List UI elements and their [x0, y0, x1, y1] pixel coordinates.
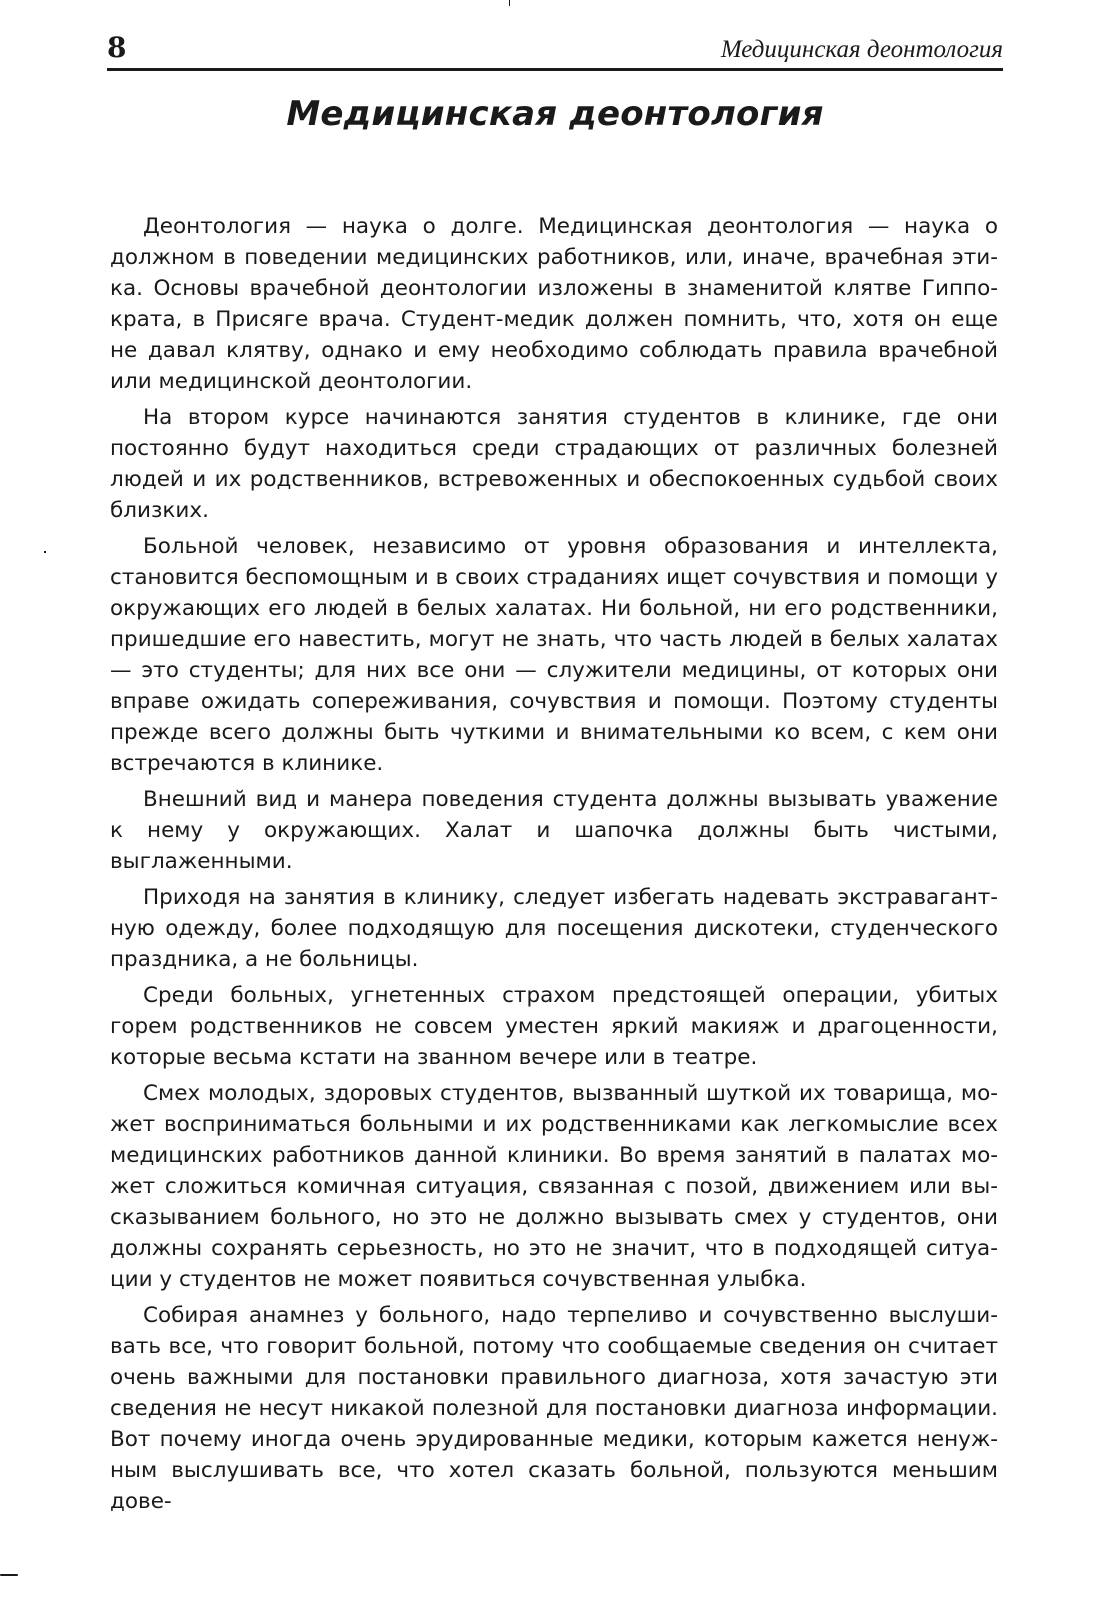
header-rule: [107, 68, 1003, 71]
chapter-title: Медицинская деонтология: [286, 94, 824, 134]
paragraph: Собирая анамнез у больного, надо терпеливо и сочувственно выслушивать все, что говорит больной, потому что сообщаемые сведения он считает очень важными для постановки правильного диагноза, хотя зачастую эти сведения не несут никакой полезной для постановки диагноза информации. Вот почему иногда очень эрудированные медики, которым кажется ненужным выслушивать все, что хотел сказать больной, пользуются меньшим дове-: [110, 1303, 998, 1514]
page-number: 8: [107, 31, 127, 64]
running-title: Медицинская деонтология: [720, 36, 1003, 63]
scan-artifact-dot: [44, 551, 46, 553]
paragraph: Деонтология — наука о долге. Медицинская деонтология — наука о должном в поведении медицинских работников, или, иначе, врачебная этика. Основы врачебной деонтологии изложены в знаменитой клятве Гиппократа, в Присяге врача. Студент-медик должен помнить, что, хотя он еще не давал клятву, однако и ему необходимо соблюдать правила врачебной или медицинской деонтологии.: [110, 214, 998, 394]
scan-artifact-corner: [0, 1574, 18, 1576]
running-header: [107, 30, 1003, 70]
body-text: [110, 211, 998, 1522]
paragraph: Смех молодых, здоровых студентов, вызванный шуткой их товарища, может восприниматься больными и их родственниками как легкомыслие всех медицинских работников данной клиники. Во время занятий в палатах может сложиться комичная ситуация, связанная с позой, движением или высказыванием больного, но это не должно вызывать смех у студентов, они должны сохранять серьезность, но это не значит, что в подходящей ситуации у студентов не может появиться сочувственная улыбка.: [110, 1081, 998, 1292]
scan-artifact-mark: [509, 0, 510, 6]
paragraph: Больной человек, независимо от уровня образования и интеллекта, становится беспомощным и в своих страданиях ищет сочувствия и помощи у окружающих его людей в белых халатах. Ни больной, ни его родственники, пришедшие его навестить, могут не знать, что часть людей в белых халатах — это студенты; для них все они — служители медицины, от которых они вправе ожидать сопереживания, сочувствия и помощи. Поэтому студенты прежде всего должны быть чуткими и внимательными ко всем, с кем они встречаются в клинике.: [110, 534, 998, 776]
paragraph: Среди больных, угнетенных страхом предстоящей операции, убитых горем родственников не совсем уместен яркий макияж и драгоценности, которые весьма кстати на званном вечере или в театре.: [110, 983, 998, 1070]
paragraph: На втором курсе начинаются занятия студентов в клинике, где они постоянно будут находиться среди страдающих от различных болезней людей и их родственников, встревоженных и обеспокоенных судьбой своих близких.: [110, 405, 998, 523]
paragraph: Приходя на занятия в клинику, следует избегать надевать экстравагантную одежду, более подходящую для посещения дискотеки, студенческого праздника, а не больницы.: [110, 885, 998, 972]
paragraph: Внешний вид и манера поведения студента должны вызывать уважение к нему у окружающих. Халат и шапочка должны быть чистыми, выглаженными.: [110, 787, 998, 874]
